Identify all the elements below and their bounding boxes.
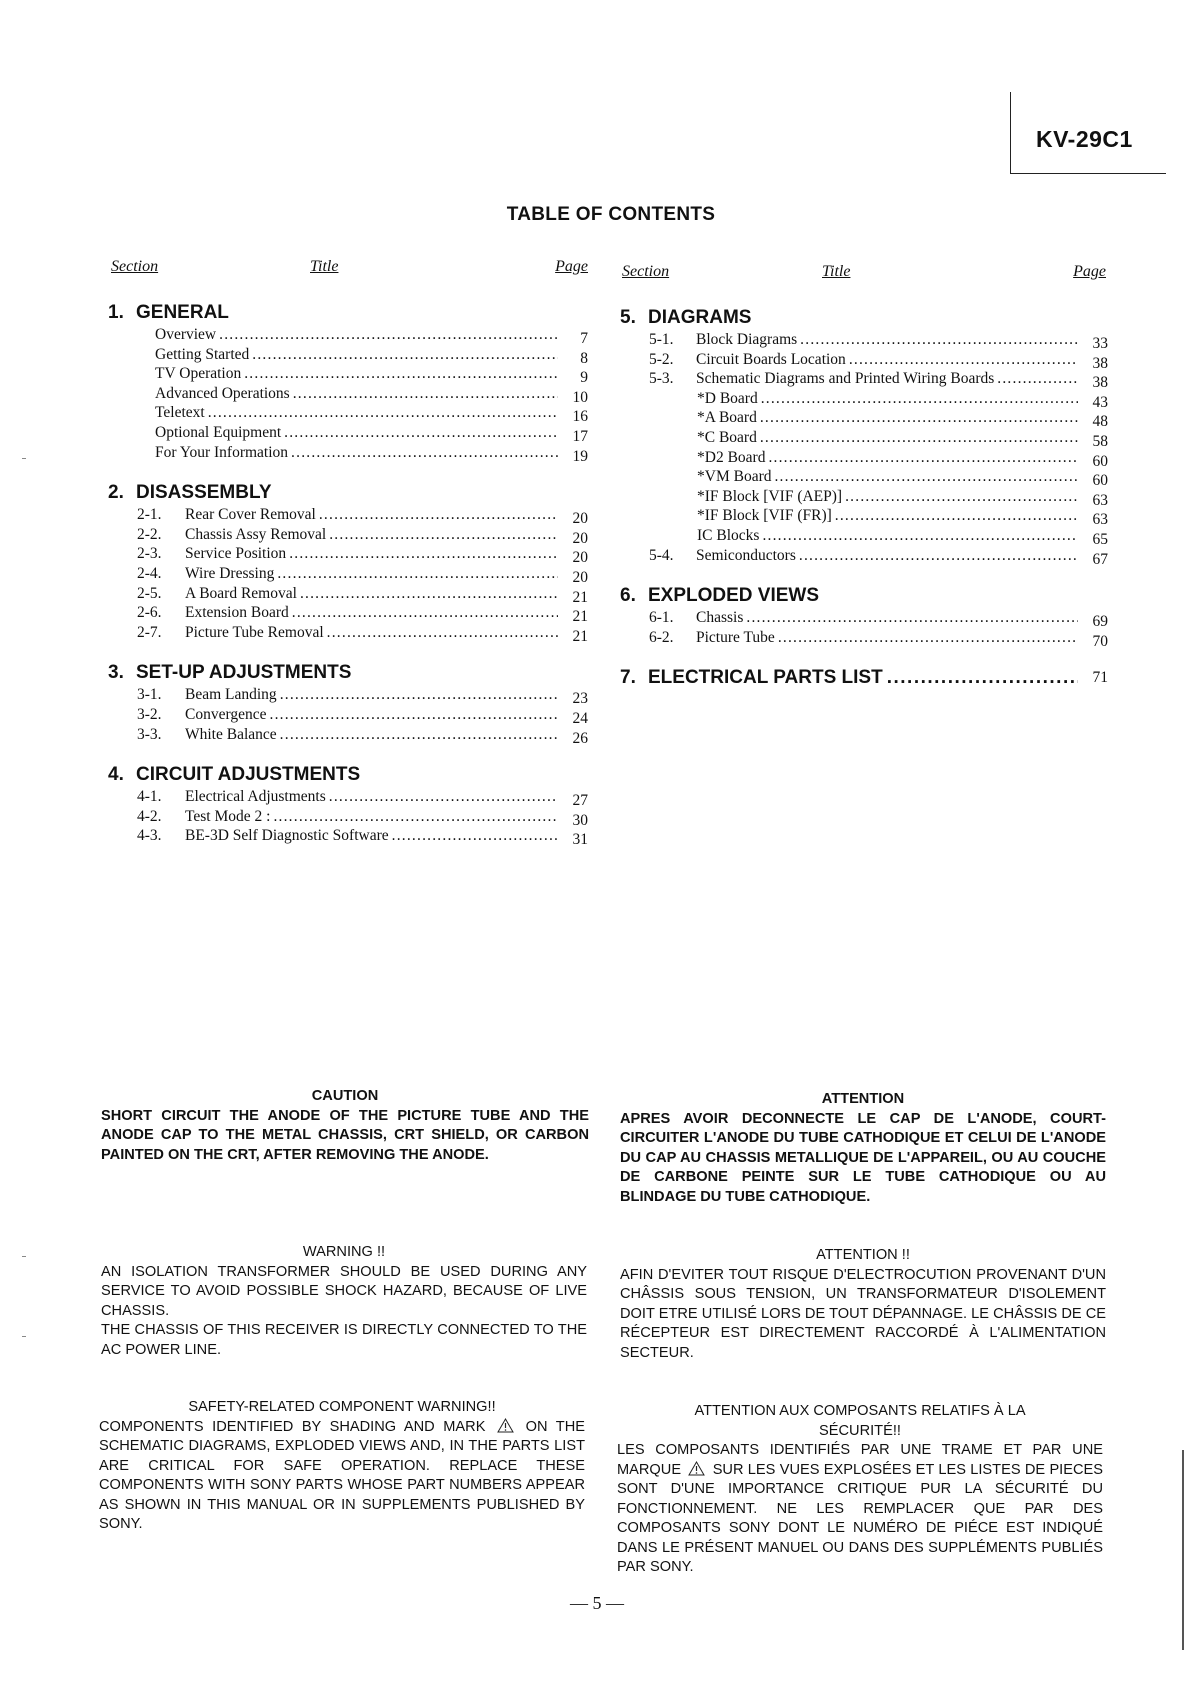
toc-entry[interactable] — [108, 544, 588, 567]
page-ref: 21 — [572, 627, 588, 645]
leader-dots — [277, 564, 558, 584]
notice-body: SHORT CIRCUIT THE ANODE OF THE PICTURE TUBE AND THE ANODE CAP TO THE METAL CHASSIS, CRT SHIELD, OR CARBON PAINTED ON THE CRT, AFTER REMOVING THE ANODE. — [101, 1107, 589, 1163]
section-number: 5. — [620, 307, 636, 328]
page-ref: 9 — [580, 369, 588, 387]
entry-title: Advanced Operations — [155, 384, 290, 402]
entry-number: 3-3. — [137, 725, 162, 743]
toc-section — [108, 300, 588, 465]
entry-title: Getting Started — [155, 345, 250, 363]
entry-number: 5-1. — [649, 331, 674, 348]
toc-entry[interactable] — [108, 564, 588, 584]
entry-title-wrap — [697, 487, 1078, 507]
section-title: DIAGRAMS — [648, 307, 752, 328]
entry-title: Convergence — [185, 705, 267, 723]
page-ref: 38 — [1092, 354, 1108, 372]
page-ref: 8 — [580, 349, 588, 367]
notice-body: APRES AVOIR DECONNECTE LE CAP DE L'ANODE, COURT-CIRCUITER L'ANODE DU TUBE CATHODIQUE ET CELUI DE L'ANODE DU CAP AU CHASSIS METALLIQUE DE L'APPAREIL, OU AU COUCHE DE CARBONE PEINTE SUR LE TUBE CATHODIQUE OU AU BLINDAGE DU TUBE CATHODIQUE. — [620, 1110, 1106, 1205]
toc-section — [108, 480, 588, 645]
entry-title-wrap — [696, 628, 1078, 648]
notice-paragraph: AN ISOLATION TRANSFORMER SHOULD BE USED DURING ANY SERVICE TO AVOID POSSIBLE SHOCK HAZARD, BECAUSE OF LIVE CHASSIS. — [101, 1263, 587, 1319]
toc-entry[interactable] — [108, 423, 588, 443]
entry-title-wrap — [696, 546, 1078, 566]
toc-entry[interactable] — [620, 428, 1108, 448]
section-number: 7. — [620, 667, 636, 689]
leader-dots — [292, 603, 558, 623]
section-heading[interactable] — [108, 480, 588, 505]
section-number: 6. — [620, 585, 636, 607]
entry-title: Picture Tube Removal — [185, 623, 324, 641]
entry-title-wrap — [696, 350, 1078, 370]
leader-dots — [746, 608, 1078, 628]
toc-entry[interactable] — [108, 505, 588, 528]
header-section: Section — [111, 258, 159, 275]
column-headers — [620, 263, 1108, 285]
page-ref: 63 — [1092, 491, 1108, 509]
entry-number: 6-1. — [649, 609, 674, 627]
entry-title-wrap — [185, 685, 558, 705]
toc-entry[interactable] — [108, 603, 588, 626]
entry-title-wrap — [697, 448, 1078, 468]
toc-entry[interactable] — [620, 448, 1108, 468]
leader-dots — [289, 544, 558, 564]
section-title: SET-UP ADJUSTMENTS — [136, 662, 352, 684]
entry-title: Block Diagrams — [696, 331, 798, 348]
leader-dots — [800, 330, 1078, 350]
entry-title-wrap — [697, 526, 1078, 546]
entry-title: TV Operation — [155, 365, 242, 383]
entry-title-wrap — [185, 544, 558, 564]
entry-title: *C Board — [697, 428, 757, 446]
page-ref: 17 — [572, 427, 588, 445]
entry-title: Rear Cover Removal — [185, 506, 316, 524]
entry-number: 5-2. — [649, 350, 674, 368]
toc-entry[interactable] — [108, 364, 588, 387]
leader-dots — [293, 384, 558, 404]
entry-title-wrap — [155, 345, 558, 365]
entry-title-wrap — [185, 564, 558, 584]
entry-title: Overview — [155, 326, 217, 343]
notice-text: LES COMPOSANTS IDENTIFIÉS PAR UNE TRAME ET PAR UNE MARQUE — [617, 1442, 1103, 1478]
notice-body — [101, 1263, 587, 1361]
toc-entry[interactable] — [620, 330, 1108, 350]
page-ref: 58 — [1092, 432, 1108, 450]
warning-triangle-icon — [497, 1418, 514, 1433]
page-ref: 23 — [572, 690, 588, 708]
section-number: 4. — [108, 764, 124, 786]
section-number: 2. — [108, 482, 124, 504]
toc-entry[interactable] — [108, 443, 588, 463]
leader-dots — [761, 389, 1078, 409]
toc-section — [108, 762, 588, 849]
leader-dots — [760, 408, 1078, 428]
entry-title-wrap — [185, 705, 558, 725]
caution-notice — [101, 1087, 589, 1165]
leader-dots — [760, 428, 1078, 448]
leader-dots — [329, 525, 558, 545]
entry-title: Semiconductors — [696, 546, 796, 564]
toc-entry[interactable] — [108, 807, 588, 827]
toc-entry[interactable] — [108, 584, 588, 604]
leader-dots — [208, 403, 558, 423]
page-ref: 20 — [572, 549, 588, 567]
entry-number: 2-2. — [137, 525, 162, 543]
entry-title: *A Board — [697, 409, 757, 427]
entry-number: 5-4. — [649, 546, 674, 564]
entry-title: Test Mode 2 : — [185, 807, 271, 825]
entry-title-wrap — [696, 330, 1078, 350]
entry-title: Beam Landing — [185, 686, 277, 704]
scan-edge — [1182, 1450, 1184, 1650]
entry-title-wrap — [185, 505, 558, 525]
entry-title-wrap — [155, 325, 558, 345]
page-ref: 20 — [572, 529, 588, 547]
leader-dots — [291, 443, 558, 463]
toc-entry[interactable] — [108, 826, 588, 849]
leader-dots — [319, 505, 558, 525]
section-title: EXPLODED VIEWS — [648, 585, 820, 607]
entry-title-wrap — [155, 423, 558, 443]
entry-title-wrap — [697, 467, 1078, 487]
toc-section-parts-list[interactable] — [620, 665, 1108, 690]
entry-title-wrap — [696, 608, 1078, 628]
entry-title: *IF Block [VIF (FR)] — [697, 507, 832, 525]
entry-title: IC Blocks — [697, 526, 760, 544]
leader-dots — [849, 350, 1078, 370]
entry-title-wrap — [185, 525, 558, 545]
toc-section — [620, 583, 1108, 650]
section-heading[interactable] — [620, 583, 1108, 608]
entry-number: 4-2. — [137, 807, 162, 825]
page-ref: 30 — [572, 811, 588, 829]
entry-number: 2-7. — [137, 623, 162, 641]
page-ref: 21 — [572, 588, 588, 606]
page-ref: 26 — [572, 729, 588, 747]
leader-dots — [762, 526, 1078, 546]
page-ref: 65 — [1092, 530, 1108, 548]
entry-number: 4-3. — [137, 827, 162, 845]
toc-entry[interactable] — [108, 345, 588, 365]
leader-dots — [778, 628, 1078, 648]
toc-entry[interactable] — [620, 546, 1108, 566]
section-title: GENERAL — [136, 302, 229, 323]
leader-dots — [300, 584, 558, 604]
leader-dots — [219, 325, 558, 345]
toc-entry[interactable] — [108, 384, 588, 404]
entry-title-wrap — [697, 506, 1078, 526]
notice-text: ON THE SCHEMATIC DIAGRAMS, EXPLODED VIEWS AND, IN THE PARTS LIST ARE CRITICAL FOR SAFE OPERATION. REPLACE THESE COMPONENTS WITH SONY PARTS WHOSE PART NUMBERS APPEAR AS SHOWN IN THIS MANUAL OR IN SUPPLEMENTS PUBLISHED BY SONY. — [99, 1418, 585, 1532]
entry-title-wrap — [696, 369, 1078, 389]
toc-entry[interactable] — [108, 623, 588, 643]
entry-title: Electrical Adjustments — [185, 788, 326, 806]
page-ref: 10 — [572, 388, 588, 406]
leader-dots — [327, 623, 558, 643]
page-ref: 43 — [1092, 393, 1108, 411]
leader-dots — [284, 423, 558, 443]
notice-body: AFIN D'EVITER TOUT RISQUE D'ELECTROCUTION PROVENANT D'UN CHÂSSIS SOUS TENSION, UN TRANSFORMATEUR D'ISOLEMENT DOIT ETRE UTILISÉ LORS DE TOUT DÉPANNAGE. LE CHÂSSIS DE CE RÉCEPTEUR EST DIRECTEMENT RACCORDÉ À L'ALIMENTATION SECTEUR. — [620, 1266, 1106, 1361]
toc-entry[interactable] — [108, 685, 588, 708]
attention-notice-anode — [620, 1090, 1106, 1207]
notice-heading: ATTENTION — [821, 1091, 905, 1107]
header-title: Title — [822, 263, 851, 280]
entry-title: Picture Tube — [696, 628, 775, 646]
page-ref: 31 — [572, 831, 588, 849]
notice-text: SUR LES VUES EXPLOSÉES ET LES LISTES DE PIECES SONT D'UNE IMPORTANCE CRITIQUE PUR LA SÉCURITÉ DU FONCTIONNEMENT. NE LES REMPLACER QUE PAR DES COMPOSANTS SONY DONT LE NUMÉRO DE PIÉCE EST INDIQUÉ DANS LE PRÉSENT MANUEL OU DANS DES SUPPLÉMENTS PUBLIÉS PAR SONY. — [617, 1461, 1103, 1575]
page-ref: 24 — [572, 709, 588, 727]
notice-heading: WARNING !! — [302, 1244, 386, 1260]
section-heading[interactable] — [620, 305, 1108, 330]
toc-entry[interactable] — [620, 608, 1108, 631]
toc-entry[interactable] — [108, 403, 588, 426]
toc-entry[interactable] — [108, 787, 588, 810]
model-number: KV-29C1 — [1036, 126, 1133, 152]
notice-body — [617, 1441, 1103, 1578]
leader-dots — [845, 487, 1078, 507]
toc-entry[interactable] — [620, 526, 1108, 546]
header-section: Section — [622, 263, 670, 280]
warning-notice — [101, 1243, 587, 1360]
page-ref: 20 — [572, 568, 588, 586]
section-heading[interactable] — [108, 300, 588, 325]
toc-entry[interactable] — [108, 705, 588, 725]
toc-entry[interactable] — [620, 467, 1108, 490]
page-ref: 71 — [1092, 669, 1108, 687]
entry-title: Chassis Assy Removal — [185, 525, 327, 543]
toc-section — [108, 660, 588, 747]
entry-title-wrap — [185, 725, 558, 745]
page-ref: 69 — [1092, 613, 1108, 631]
entry-number: 2-4. — [137, 564, 162, 582]
entry-title: Circuit Boards Location — [696, 350, 846, 368]
header-page: Page — [1073, 263, 1106, 280]
page-ref: 33 — [1092, 335, 1108, 352]
section-title: CIRCUIT ADJUSTMENTS — [136, 764, 361, 786]
entry-title: Wire Dressing — [185, 564, 275, 582]
entry-title: *VM Board — [697, 468, 772, 486]
header-title: Title — [310, 258, 339, 275]
entry-title-wrap — [155, 384, 558, 404]
entry-title: For Your Information — [155, 443, 289, 461]
leader-dots — [774, 467, 1078, 487]
toc-title: TABLE OF CONTENTS — [506, 204, 716, 225]
leader-dots — [244, 364, 558, 384]
entry-title: White Balance — [185, 725, 277, 743]
entry-number: 5-3. — [649, 370, 674, 388]
toc-right-column — [620, 263, 1108, 690]
leader-dots — [280, 685, 558, 705]
entry-number: 3-2. — [137, 705, 162, 723]
section-heading[interactable] — [108, 762, 588, 787]
toc-entry[interactable] — [620, 628, 1108, 648]
entry-title: Extension Board — [185, 604, 289, 622]
notice-paragraph: THE CHASSIS OF THIS RECEIVER IS DIRECTLY CONNECTED TO THE AC POWER LINE. — [101, 1322, 587, 1358]
notice-text: COMPONENTS IDENTIFIED BY SHADING AND MARK — [99, 1418, 486, 1435]
margin-mark — [22, 1256, 26, 1257]
leader-dots — [835, 506, 1078, 526]
page-ref: 19 — [572, 447, 588, 465]
leader-dots — [997, 369, 1078, 389]
margin-mark — [22, 458, 26, 459]
toc-entry[interactable] — [108, 725, 588, 745]
entry-title: Schematic Diagrams and Printed Wiring Boards — [696, 370, 995, 388]
entry-title-wrap — [185, 603, 558, 623]
entry-title-wrap — [697, 389, 1078, 409]
notice-heading: SAFETY-RELATED COMPONENT WARNING!! — [188, 1399, 496, 1415]
entry-title: A Board Removal — [185, 584, 297, 602]
section-title: DISASSEMBLY — [136, 482, 272, 504]
page-ref: 67 — [1092, 550, 1108, 568]
leader-dots — [252, 345, 558, 365]
entry-number: 6-2. — [649, 628, 674, 646]
entry-title: Chassis — [696, 609, 744, 627]
notice-heading: ATTENTION !! — [816, 1247, 910, 1263]
leader-dots — [799, 546, 1078, 566]
notice-heading: CAUTION — [311, 1088, 379, 1104]
warning-triangle-icon — [688, 1461, 705, 1476]
entry-title-wrap — [697, 428, 1078, 448]
entry-title-wrap — [155, 443, 558, 463]
entry-title: *IF Block [VIF (AEP)] — [697, 487, 843, 505]
leader-dots — [273, 807, 558, 827]
leader-dots — [768, 448, 1078, 468]
entry-number: 4-1. — [137, 788, 162, 806]
page-ref: 38 — [1092, 374, 1108, 392]
page-ref: 48 — [1092, 413, 1108, 431]
entry-title-wrap — [697, 408, 1078, 428]
page-ref: 16 — [572, 408, 588, 426]
page-ref: 27 — [572, 792, 588, 810]
entry-title-wrap — [155, 403, 558, 423]
toc-entry[interactable] — [620, 487, 1108, 507]
page-number: — 5 — — [570, 1593, 624, 1613]
leader-dots — [280, 725, 558, 745]
toc-entry[interactable] — [108, 325, 588, 345]
page-ref: 63 — [1092, 511, 1108, 529]
page-ref: 70 — [1092, 632, 1108, 650]
section-heading[interactable] — [108, 660, 588, 685]
page-ref: 7 — [580, 330, 588, 347]
page-ref: 21 — [572, 608, 588, 626]
attention-notice-isolation — [620, 1246, 1106, 1363]
entry-title-wrap — [185, 807, 558, 827]
toc-entry[interactable] — [620, 506, 1108, 529]
page-ref: 60 — [1092, 452, 1108, 470]
toc-entry[interactable] — [620, 350, 1108, 370]
toc-entry[interactable] — [620, 389, 1108, 409]
toc-left-column — [108, 258, 588, 849]
leader-dots — [270, 705, 559, 725]
entry-title: *D2 Board — [697, 448, 766, 466]
entry-title-wrap — [185, 623, 558, 643]
toc-entry[interactable] — [620, 369, 1108, 392]
notice-heading: SÉCURITÉ!! — [819, 1422, 901, 1439]
header-page: Page — [555, 258, 588, 275]
entry-number: 2-3. — [137, 545, 162, 563]
entry-title: BE-3D Self Diagnostic Software — [185, 827, 389, 845]
margin-mark — [22, 1336, 26, 1337]
entry-title-wrap — [185, 826, 558, 846]
entry-title-wrap — [185, 787, 558, 807]
entry-number: 3-1. — [137, 686, 162, 704]
entry-title: Optional Equipment — [155, 423, 282, 441]
entry-title-wrap — [185, 584, 558, 604]
attention-safety-components — [617, 1402, 1103, 1578]
toc-entry[interactable] — [108, 525, 588, 545]
entry-title: Service Position — [185, 545, 287, 563]
entry-number: 2-5. — [137, 584, 162, 602]
page-ref: 20 — [572, 510, 588, 528]
safety-component-warning — [99, 1398, 585, 1535]
leader-dots — [392, 826, 558, 846]
toc-section — [620, 305, 1108, 568]
toc-entry[interactable] — [620, 408, 1108, 431]
column-headers — [108, 258, 588, 280]
notice-body — [99, 1418, 585, 1535]
entry-title-wrap — [155, 364, 558, 384]
entry-number: 2-1. — [137, 506, 162, 524]
entry-title: Teletext — [155, 404, 205, 422]
section-number: 1. — [108, 302, 124, 323]
leader-dots — [329, 787, 558, 807]
entry-title: *D Board — [697, 389, 758, 407]
leader-dots — [887, 665, 1078, 690]
section-title: ELECTRICAL PARTS LIST — [648, 667, 883, 689]
entry-number: 2-6. — [137, 604, 162, 622]
notice-heading: ATTENTION AUX COMPOSANTS RELATIFS À LA — [694, 1403, 1026, 1419]
section-number: 3. — [108, 662, 124, 684]
page-ref: 60 — [1092, 472, 1108, 490]
